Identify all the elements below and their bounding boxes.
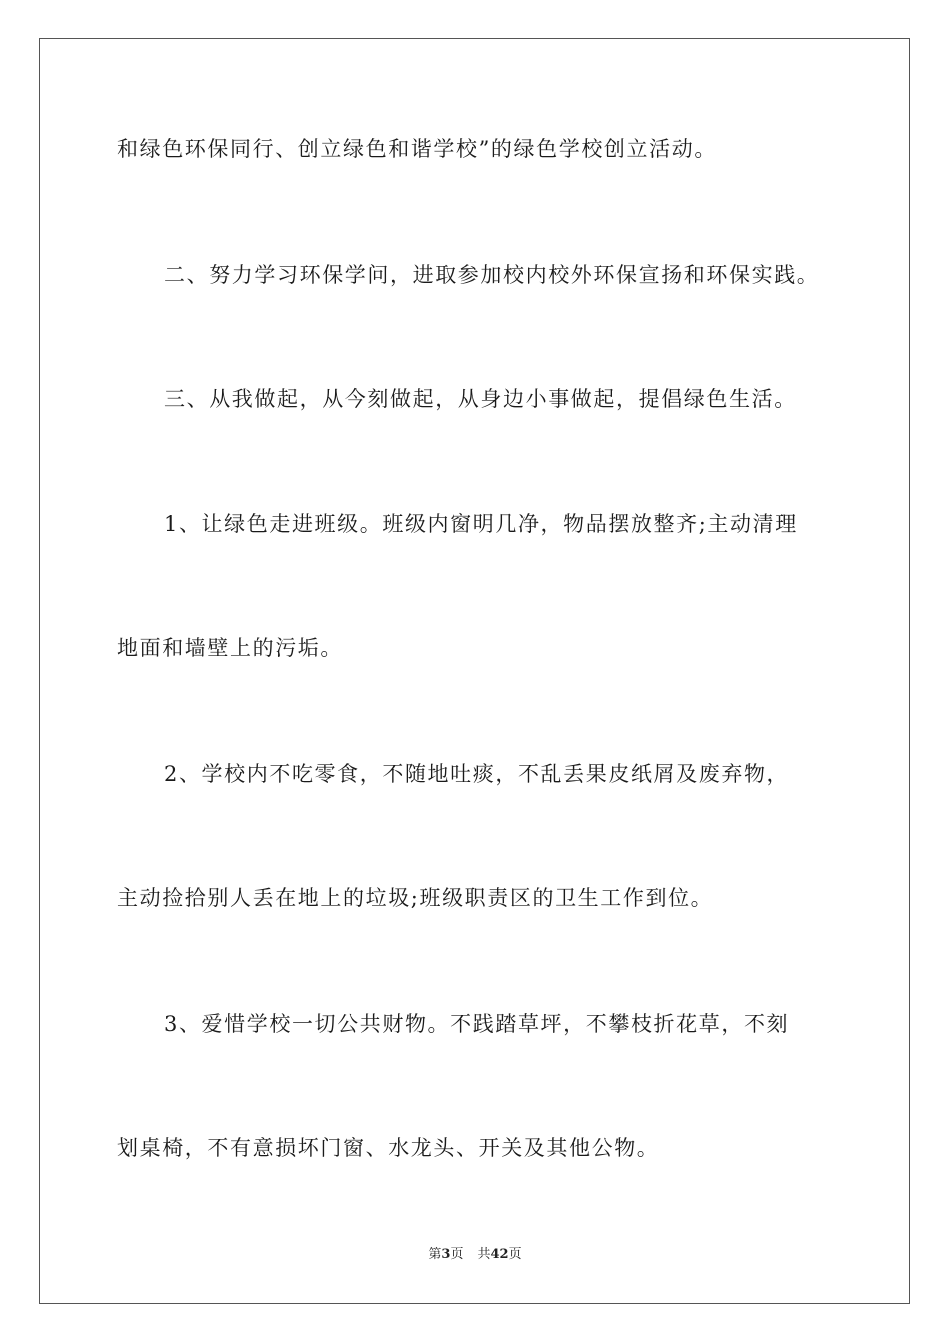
text-line-1: 和绿色环保同行、创立绿色和谐学校”的绿色学校创立活动。 — [117, 137, 717, 161]
text-line-8: 3、爱惜学校一切公共财物。不践踏草坪，不攀枝折花草，不刻 — [164, 1012, 790, 1036]
footer-page-number: 3 — [441, 1247, 451, 1262]
text-line-6: 2、学校内不吃零食，不随地吐痰，不乱丢果皮纸屑及废弃物， — [164, 762, 790, 786]
footer-total-suffix: 页 — [508, 1247, 522, 1262]
footer-page-prefix: 第 — [428, 1247, 442, 1262]
footer-total-prefix: 共 — [477, 1247, 491, 1262]
text-line-7: 主动捡拾别人丢在地上的垃圾;班级职责区的卫生工作到位。 — [117, 886, 714, 910]
footer-page-suffix: 页 — [450, 1247, 464, 1262]
page-footer — [0, 1246, 950, 1264]
text-line-2: 二、努力学习环保学问，进取参加校内校外环保宣扬和环保实践。 — [164, 263, 820, 287]
text-line-3: 三、从我做起，从今刻做起，从身边小事做起，提倡绿色生活。 — [164, 387, 797, 411]
footer-total-pages: 42 — [490, 1247, 509, 1262]
text-line-9: 划桌椅，不有意损坏门窗、水龙头、开关及其他公物。 — [117, 1136, 660, 1160]
text-line-4: 1、让绿色走进班级。班级内窗明几净，物品摆放整齐;主动清理 — [164, 512, 798, 536]
page-border — [39, 38, 910, 1304]
text-line-5: 地面和墙壁上的污垢。 — [117, 636, 343, 660]
